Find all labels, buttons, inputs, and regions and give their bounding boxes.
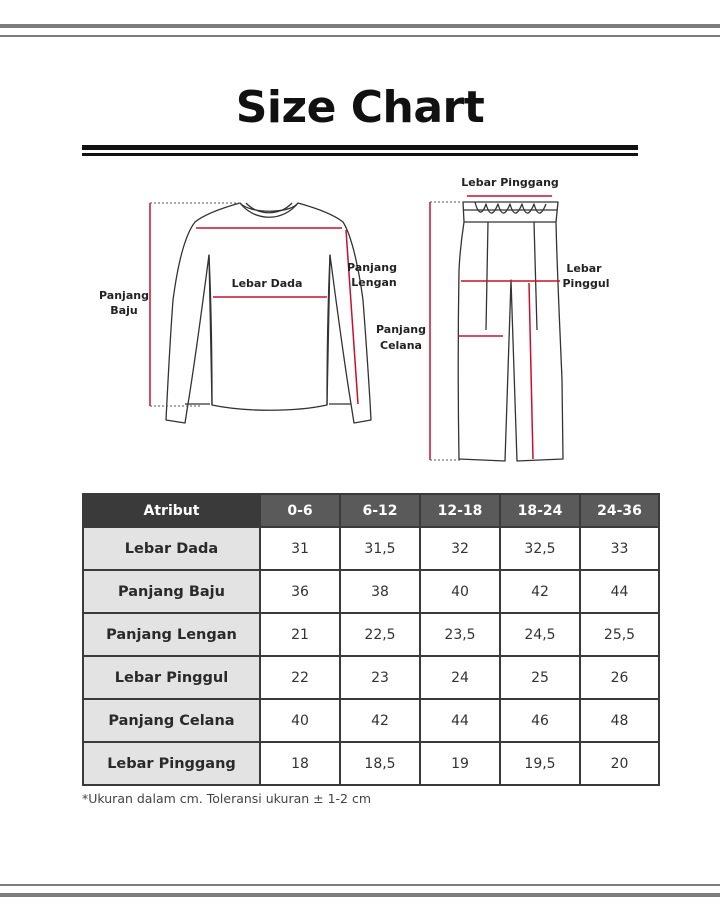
table-cell: 46 xyxy=(500,699,580,742)
header-age-6-12: 6-12 xyxy=(340,494,420,527)
row-attribute: Panjang Baju xyxy=(83,570,260,613)
row-attribute: Panjang Lengan xyxy=(83,613,260,656)
shirt-length-guide xyxy=(150,203,240,406)
table-cell: 31 xyxy=(260,527,340,570)
header-age-18-24: 18-24 xyxy=(500,494,580,527)
header-age-12-18: 12-18 xyxy=(420,494,500,527)
footnote: *Ukuran dalam cm. Toleransi ukuran ± 1-2 cm xyxy=(82,791,372,806)
table-cell: 31,5 xyxy=(340,527,420,570)
page-title: Size Chart xyxy=(235,82,485,133)
table-cell: 44 xyxy=(580,570,659,613)
bottom-border-thin xyxy=(0,884,720,886)
table-cell: 23,5 xyxy=(420,613,500,656)
pants-length-guide xyxy=(430,202,462,460)
table-cell: 25,5 xyxy=(580,613,659,656)
table-cell: 24 xyxy=(420,656,500,699)
table-cell: 19 xyxy=(420,742,500,785)
label-lebar-pinggang: Lebar Pinggang xyxy=(461,176,559,189)
header-age-0-6: 0-6 xyxy=(260,494,340,527)
table-cell: 23 xyxy=(340,656,420,699)
label-panjang-celana-1: Panjang xyxy=(376,323,426,336)
table-row xyxy=(83,656,659,699)
table-cell: 22,5 xyxy=(340,613,420,656)
table-cell: 18 xyxy=(260,742,340,785)
pants-illustration xyxy=(458,202,563,461)
table-cell: 42 xyxy=(500,570,580,613)
table-row xyxy=(83,570,659,613)
table-cell: 40 xyxy=(420,570,500,613)
table-row xyxy=(83,699,659,742)
table-cell: 32,5 xyxy=(500,527,580,570)
table-cell: 20 xyxy=(580,742,659,785)
table-cell: 24,5 xyxy=(500,613,580,656)
table-cell: 40 xyxy=(260,699,340,742)
table-cell: 33 xyxy=(580,527,659,570)
table-header-row xyxy=(83,494,659,527)
table-row xyxy=(83,742,659,785)
table-cell: 21 xyxy=(260,613,340,656)
table-row xyxy=(83,613,659,656)
label-lebar-pinggul-1: Lebar xyxy=(566,262,602,275)
bottom-border-thick xyxy=(0,893,720,897)
label-panjang-baju-1: Panjang xyxy=(99,289,149,302)
table-row xyxy=(83,527,659,570)
label-lebar-pinggul-2: Pinggul xyxy=(562,277,610,290)
header-atribut: Atribut xyxy=(83,494,260,527)
row-attribute: Lebar Pinggul xyxy=(83,656,260,699)
table-cell: 26 xyxy=(580,656,659,699)
table-cell: 25 xyxy=(500,656,580,699)
header-age-24-36: 24-36 xyxy=(580,494,659,527)
label-lebar-dada: Lebar Dada xyxy=(231,277,303,290)
row-attribute: Lebar Pinggang xyxy=(83,742,260,785)
table-cell: 42 xyxy=(340,699,420,742)
table-cell: 32 xyxy=(420,527,500,570)
table-cell: 22 xyxy=(260,656,340,699)
table-cell: 44 xyxy=(420,699,500,742)
shirt-measure-lines xyxy=(196,228,358,404)
row-attribute: Lebar Dada xyxy=(83,527,260,570)
shirt-illustration xyxy=(166,203,371,423)
label-panjang-lengan-1: Panjang xyxy=(347,261,397,274)
table-cell: 38 xyxy=(340,570,420,613)
table-cell: 18,5 xyxy=(340,742,420,785)
label-panjang-baju-2: Baju xyxy=(110,304,138,317)
table-cell: 48 xyxy=(580,699,659,742)
label-panjang-lengan-2: Lengan xyxy=(351,276,397,289)
table-cell: 36 xyxy=(260,570,340,613)
size-table xyxy=(82,493,660,786)
row-attribute: Panjang Celana xyxy=(83,699,260,742)
label-panjang-celana-2: Celana xyxy=(380,339,422,352)
table-cell: 19,5 xyxy=(500,742,580,785)
